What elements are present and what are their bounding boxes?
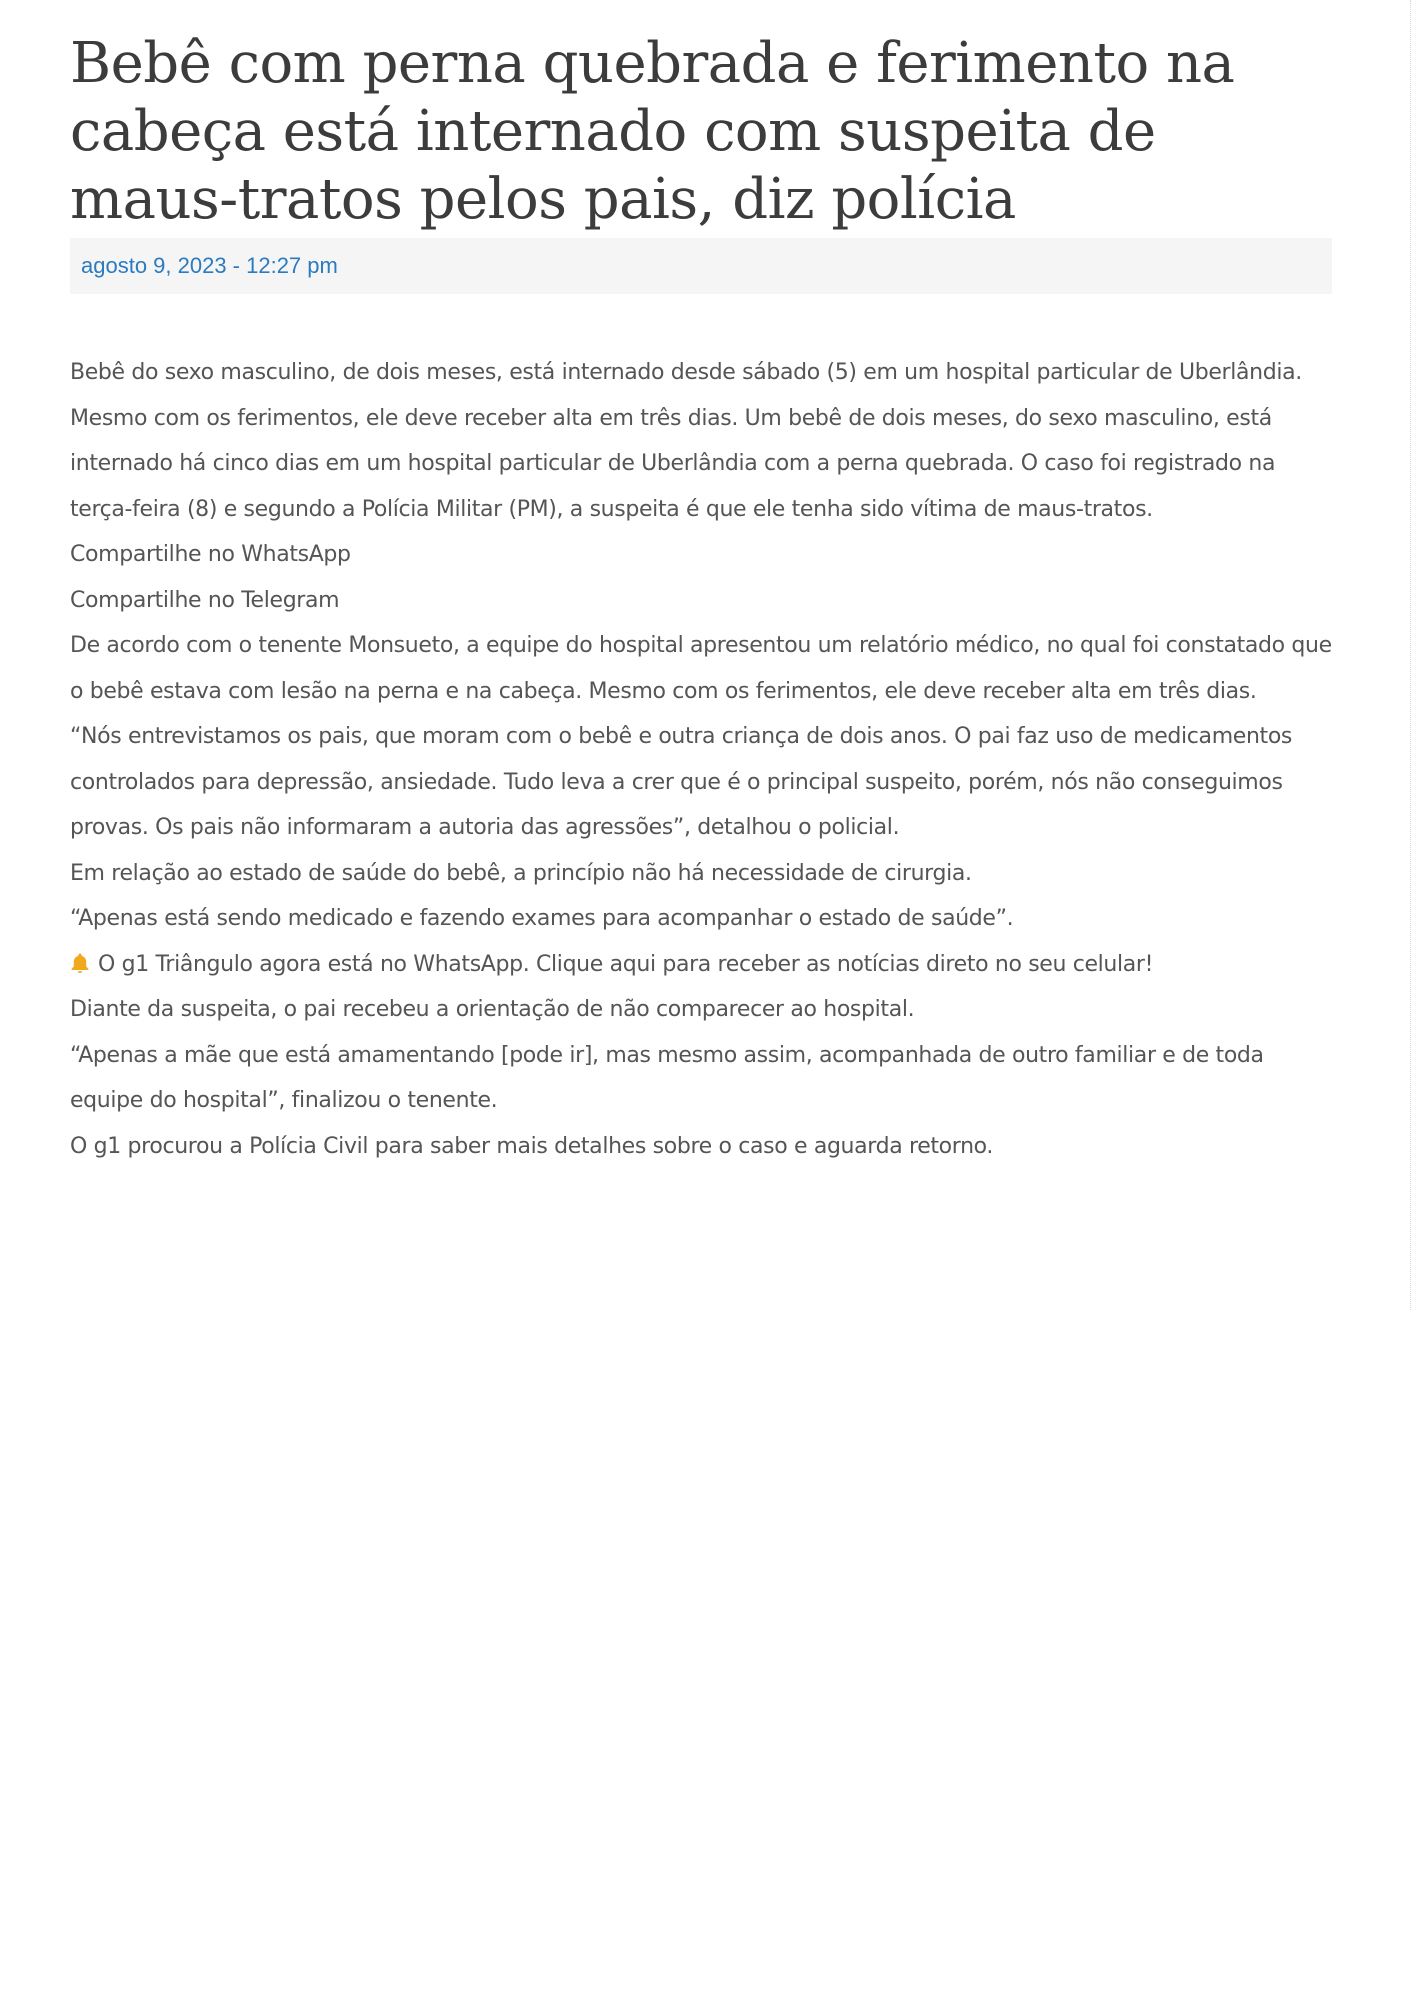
article-container — [70, 30, 1332, 1169]
article-body — [70, 350, 1332, 1169]
article-paragraph-whatsapp-promo[interactable] — [70, 942, 1332, 988]
article-paragraph-closing: O g1 procurou a Polícia Civil para saber mais detalhes sobre o caso e aguarda retorno. — [70, 1133, 994, 1159]
bell-icon — [70, 952, 90, 974]
article-paragraph-quote: “Nós entrevistamos os pais, que moram com o bebê e outra criança de dois anos. O pai faz uso de medicamentos controlados para depressão, ansiedade. Tudo leva a crer que é o principal suspeito, porém, nós não conseguimos provas. Os pais não informaram a autoria das agressões”, detalhou o policial. — [70, 724, 1293, 840]
article-meta-bar — [70, 238, 1332, 294]
article-paragraph-intro: Bebê do sexo masculino, de dois meses, está internado desde sábado (5) em um hospital particular de Uberlândia. Mesmo com os ferimentos, ele deve receber alta em três dias. Um bebê de dois meses, do sexo masculino, está internado há cinco dias em um hospital particular de Uberlândia com a perna quebrada. O caso foi registrado na terça-feira (8) e segundo a Polícia Militar (PM), a suspeita é que ele tenha sido vítima de maus-tratos. — [70, 360, 1302, 522]
article-paragraph-medication: “Apenas está sendo medicado e fazendo exames para acompanhar o estado de saúde”. — [70, 906, 1014, 931]
whatsapp-promo-text: O g1 Triângulo agora está no WhatsApp. Clique aqui para receber as notícias direto no seu celular! — [98, 951, 1154, 977]
article-paragraph-orientation: Diante da suspeita, o pai recebeu a orientação de não comparecer ao hospital. — [70, 997, 915, 1022]
share-whatsapp-link[interactable]: Compartilhe no WhatsApp — [70, 542, 351, 567]
article-date[interactable]: agosto 9, 2023 - 12:27 pm — [81, 253, 338, 278]
page-edge-divider — [1410, 0, 1412, 1310]
article-title: Bebê com perna quebrada e ferimento na cabeça está internado com suspeita de maus-tratos pelos pais, diz polícia — [70, 31, 1235, 232]
article-paragraph-health: Em relação ao estado de saúde do bebê, a princípio não há necessidade de cirurgia. — [70, 860, 972, 886]
share-telegram-link[interactable]: Compartilhe no Telegram — [70, 587, 340, 613]
article-paragraph-report: De acordo com o tenente Monsueto, a equipe do hospital apresentou um relatório médico, no qual foi constatado que o bebê estava com lesão na perna e na cabeça. Mesmo com os ferimentos, ele deve receber alta em três dias. — [70, 633, 1332, 704]
article-paragraph-mother-quote: “Apenas a mãe que está amamentando [pode ir], mas mesmo assim, acompanhada de outro familiar e de toda equipe do hospital”, finalizou o tenente. — [70, 1042, 1264, 1113]
